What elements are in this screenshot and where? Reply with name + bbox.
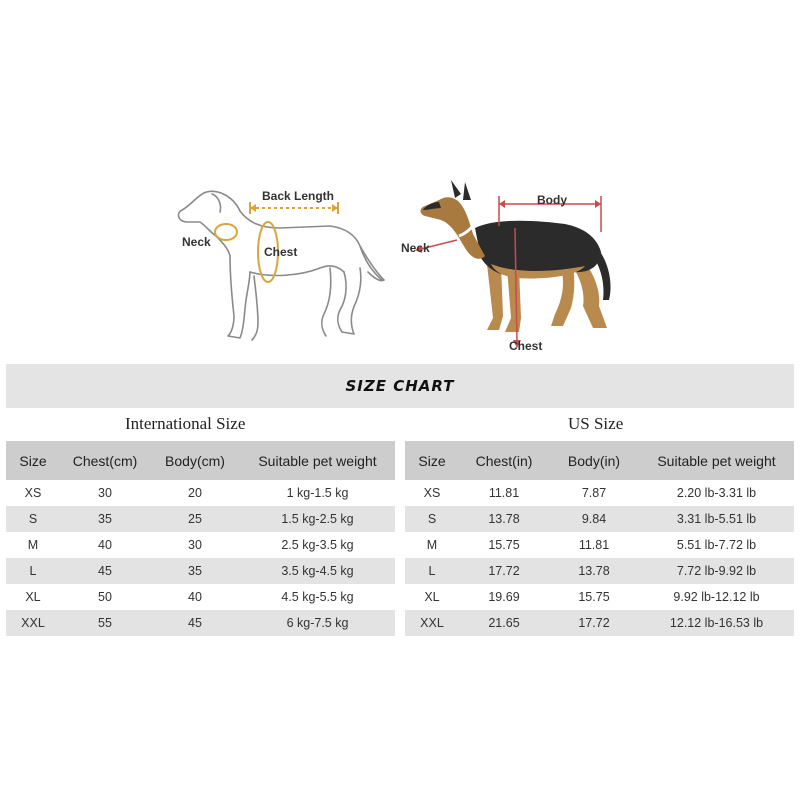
table-row (405, 506, 794, 532)
chest-cell: 19.69 (488, 590, 520, 604)
table-row (6, 506, 395, 532)
body-cell: 20 (188, 486, 202, 500)
weight-cell: 1 kg-1.5 kg (286, 486, 349, 500)
chest-cell: 15.75 (488, 538, 520, 552)
weight-cell: 9.92 lb-12.12 lb (673, 590, 760, 604)
german-shepherd-illustration (395, 168, 635, 358)
chest-cell: 11.81 (488, 486, 520, 500)
chest-cell: 45 (60, 558, 150, 584)
body-cell: 25 (150, 506, 240, 532)
size-cell: M (27, 538, 39, 552)
table-row (405, 610, 794, 636)
size-cell: XS (24, 486, 42, 500)
body-cell: 7.87 (581, 486, 607, 500)
neck-label-photo: Neck (401, 241, 430, 255)
table-row (6, 558, 395, 584)
chest-label-outline: Chest (264, 245, 298, 259)
chest-cell: 55 (60, 610, 150, 636)
weight-cell: 2.5 kg-3.5 kg (281, 538, 354, 552)
weight-cell: 7.72 lb-9.92 lb (639, 558, 794, 584)
size-cell: XXL (6, 610, 60, 636)
header-chest: Chest(in) (459, 441, 549, 480)
size-chart-banner (6, 364, 794, 408)
table-row (405, 480, 794, 506)
body-cell: 13.78 (549, 558, 639, 584)
international-size-title: International Size (125, 414, 246, 433)
table-header-row (6, 441, 395, 480)
chest-cell: 13.78 (459, 506, 549, 532)
size-cell: XXL (405, 610, 459, 636)
body-cell: 11.81 (578, 538, 610, 552)
weight-cell: 2.20 lb-3.31 lb (676, 486, 757, 500)
size-cell: L (405, 558, 459, 584)
table-row (405, 532, 794, 558)
weight-cell: 5.51 lb-7.72 lb (676, 538, 757, 552)
size-cell: XL (424, 590, 440, 604)
back-length-label: Back Length (262, 189, 335, 203)
us-size-title: US Size (568, 414, 624, 433)
weight-cell: 3.5 kg-4.5 kg (240, 558, 395, 584)
body-cell: 17.72 (549, 610, 639, 636)
size-cell: S (405, 506, 459, 532)
body-cell: 35 (150, 558, 240, 584)
chest-label-photo: Chest (509, 339, 543, 353)
international-size-table (6, 441, 395, 636)
weight-cell: 4.5 kg-5.5 kg (281, 590, 354, 604)
body-cell: 45 (150, 610, 240, 636)
body-cell: 40 (188, 590, 202, 604)
body-cell: 15.75 (578, 590, 610, 604)
size-cell: M (426, 538, 438, 552)
header-body: Body(in) (549, 441, 639, 480)
chest-cell: 40 (98, 538, 112, 552)
us-size-table (405, 441, 794, 636)
table-header-row (405, 441, 794, 480)
weight-cell: 1.5 kg-2.5 kg (240, 506, 395, 532)
size-cell: XS (423, 486, 441, 500)
header-chest: Chest(cm) (60, 441, 150, 480)
body-cell: 9.84 (549, 506, 639, 532)
size-cell: XL (25, 590, 41, 604)
header-weight: Suitable pet weight (240, 441, 395, 480)
dog-outline-diagram (170, 168, 400, 358)
table-row (6, 610, 395, 636)
dog-photo-diagram (395, 168, 635, 358)
chest-cell: 21.65 (459, 610, 549, 636)
chest-cell: 17.72 (459, 558, 549, 584)
size-cell: S (6, 506, 60, 532)
header-size: Size (6, 441, 60, 480)
body-label-photo: Body (537, 193, 567, 207)
chest-cell: 30 (98, 486, 112, 500)
weight-cell: 3.31 lb-5.51 lb (639, 506, 794, 532)
chest-cell: 35 (60, 506, 150, 532)
weight-cell: 12.12 lb-16.53 lb (639, 610, 794, 636)
header-size: Size (405, 441, 459, 480)
size-chart-title: SIZE CHART (345, 377, 455, 395)
table-row (405, 558, 794, 584)
body-cell: 30 (188, 538, 202, 552)
chest-cell: 50 (98, 590, 112, 604)
header-weight: Suitable pet weight (639, 441, 794, 480)
weight-cell: 6 kg-7.5 kg (240, 610, 395, 636)
table-row (6, 584, 395, 610)
table-row (6, 532, 395, 558)
neck-label-outline: Neck (182, 235, 211, 249)
dog-outline-illustration (170, 168, 400, 358)
header-body: Body(cm) (150, 441, 240, 480)
size-cell: L (6, 558, 60, 584)
table-row (6, 480, 395, 506)
table-row (405, 584, 794, 610)
